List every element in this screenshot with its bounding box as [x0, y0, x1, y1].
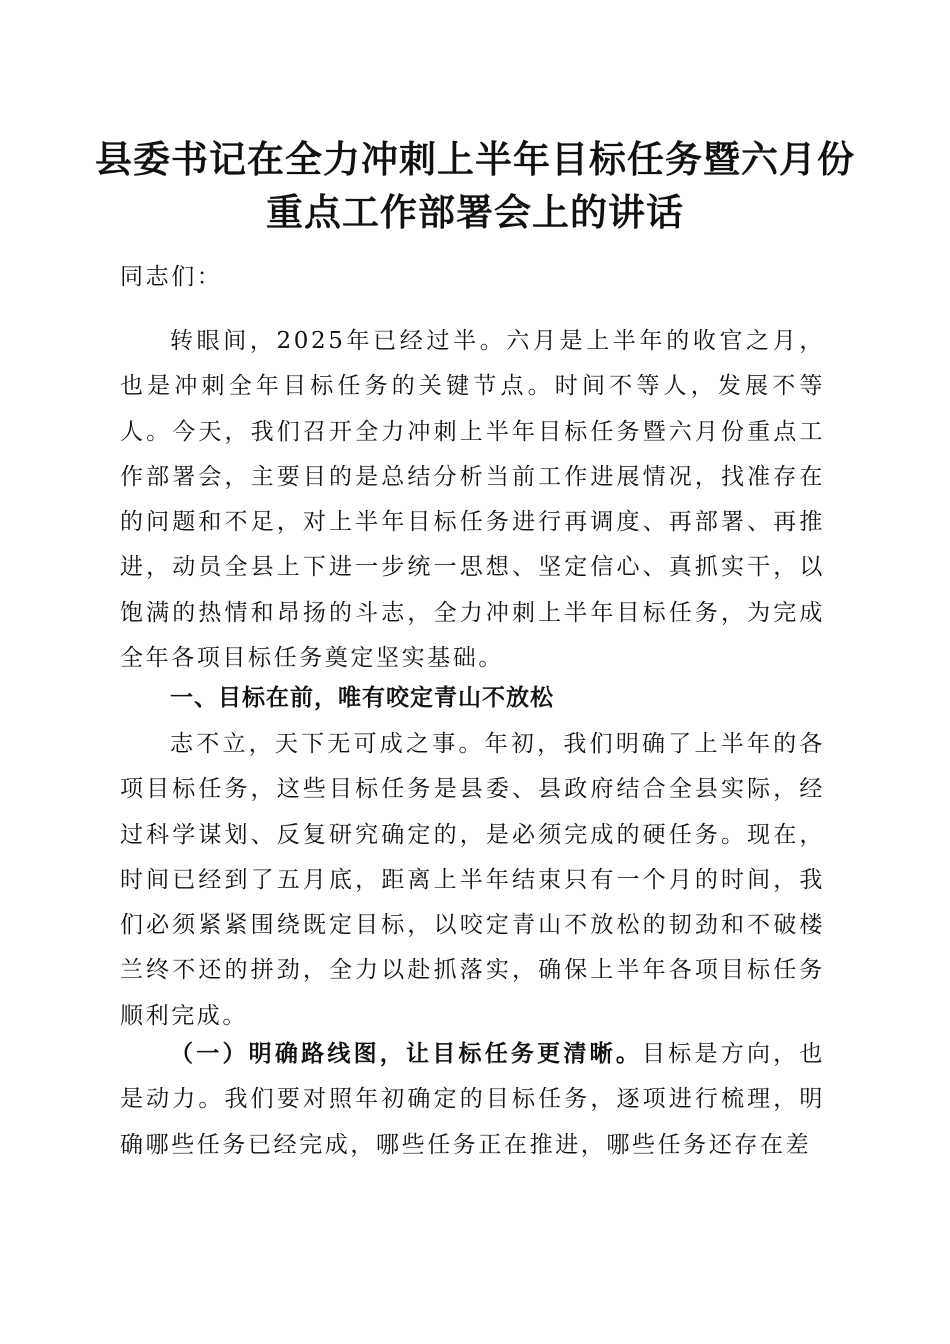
- document-title-line-1: 县委书记在全力冲刺上半年目标任务暨六月份: [95, 137, 855, 181]
- subsection-heading-1: （一）明确路线图，让目标任务更清晰。: [170, 1040, 643, 1067]
- subsection-1-text: 目标是方向，也是动力。我们要对照年初确定的目标任务，逐项进行梳理，明确哪些任务已经完成，哪些任务正在推进，哪些任务还存在差: [120, 1041, 825, 1158]
- section-1-paragraph: 志不立，天下无可成之事。年初，我们明确了上半年的各项目标任务，这些目标任务是县委、县政府结合全县实际，经过科学谋划、反复研究确定的，是必须完成的硬任务。现在，时间已经到了五月底，距离上半年结束只有一个月的时间，我们必须紧紧围绕既定目标，以咬定青山不放松的韧劲和不破楼兰终不还的拼劲，全力以赴抓落实，确保上半年各项目标任务顺利完成。: [120, 731, 825, 1029]
- salutation: 同志们：: [120, 264, 223, 290]
- document-title-line-2: 重点工作部署会上的讲话: [266, 190, 684, 234]
- subsection-1-paragraph: [120, 1031, 825, 1168]
- opening-paragraph: 转眼间，2025年已经过半。六月是上半年的收官之月，也是冲刺全年目标任务的关键节点。时间不等人，发展不等人。今天，我们召开全力冲刺上半年目标任务暨六月份重点工作部署会，主要目的是总结分析当前工作进展情况，找准存在的问题和不足，对上半年目标任务进行再调度、再部署、再推进，动员全县上下进一步统一思想、坚定信心、真抓实干，以饱满的热情和昂扬的斗志，全力冲刺上半年目标任务，为完成全年各项目标任务奠定坚实基础。: [120, 328, 825, 672]
- section-heading-1: 一、目标在前，唯有咬定青山不放松: [170, 685, 554, 711]
